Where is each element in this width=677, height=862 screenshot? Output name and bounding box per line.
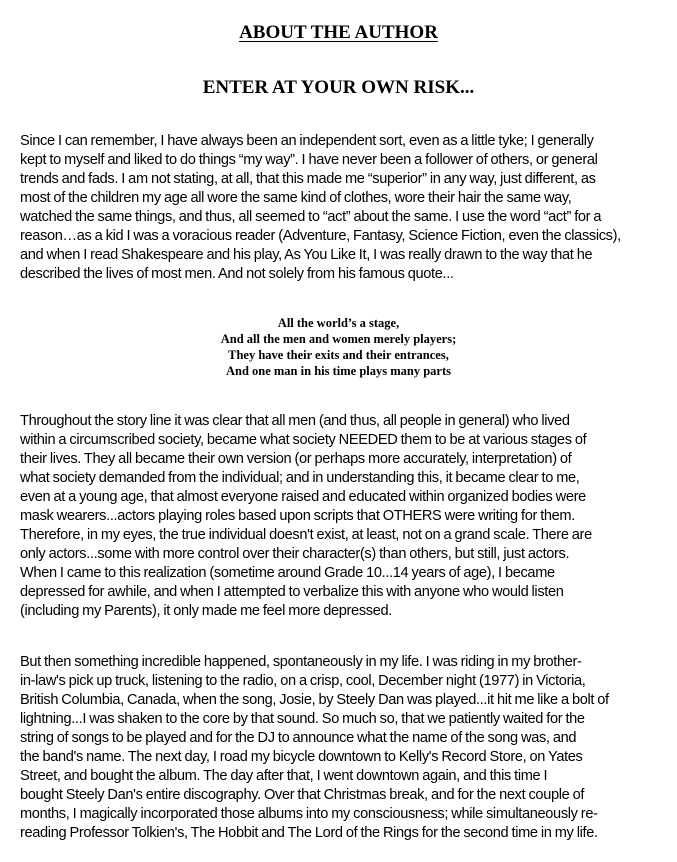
text-line: mask wearers...actors playing roles based upon scripts that OTHERS were writing for them. <box>20 508 575 524</box>
text-line: kept to myself and liked to do things “my way”. I have never been a follower of others, or general <box>20 152 598 168</box>
text-line: trends and fads. I am not stating, at all, that this made me “superior” in any way, just different, as <box>20 171 596 187</box>
text-line: reading Professor Tolkien's, The Hobbit and The Lord of the Rings for the second time in my life. <box>20 825 598 841</box>
shakespeare-quote <box>0 315 677 379</box>
paragraph-steely-dan <box>20 653 660 843</box>
paragraph-intro <box>20 132 660 284</box>
page-title: ABOUT THE AUTHOR <box>239 22 438 43</box>
text-line: depressed for awhile, and when I attempted to verbalize this with anyone who would listen <box>20 584 564 600</box>
text-line: string of songs to be played and for the DJ to announce what the name of the song was, and <box>20 730 577 746</box>
text-line: within a circumscribed society, became what society NEEDED them to be at various stages of <box>20 432 587 448</box>
text-line: But then something incredible happened, spontaneously in my life. I was riding in my brother- <box>20 654 582 670</box>
quote-line: All the world’s a stage, <box>277 316 400 330</box>
text-line: lightning...I was shaken to the core by that sound. So much so, that we patiently waited for the <box>20 711 585 727</box>
text-line: Therefore, in my eyes, the true individual doesn't exist, at least, not on a grand scale. There are <box>20 527 592 543</box>
text-line: Street, and bought the album. The day after that, I went downtown again, and this time I <box>20 768 548 784</box>
quote-line: They have their exits and their entrances, <box>228 348 449 362</box>
text-line: what society demanded from the individual; and in understanding this, it became clear to me, <box>20 470 580 486</box>
text-line: watched the same things, and thus, all seemed to “act” about the same. I use the word “act” for a <box>20 209 602 225</box>
paragraph-society <box>20 412 660 621</box>
text-line: British Columbia, Canada, when the song, Josie, by Steely Dan was played...it hit me like a bolt of <box>20 692 609 708</box>
text-line: reason…as a kid I was a voracious reader (Adventure, Fantasy, Science Fiction, even the classics), <box>20 228 621 244</box>
text-line: (including my Parents), it only made me feel more depressed. <box>20 603 392 619</box>
quote-line: And one man in his time plays many parts <box>225 364 452 378</box>
text-line: months, I magically incorporated those albums into my consciousness; while simultaneously re- <box>20 806 598 822</box>
text-line: even at a young age, that almost everyone raised and educated within organized bodies were <box>20 489 586 505</box>
quote-line: And all the men and women merely players; <box>220 332 457 346</box>
text-line: most of the children my age all wore the same kind of clothes, wore their hair the same way, <box>20 190 572 206</box>
text-line: When I came to this realization (sometime around Grade 10...14 years of age), I became <box>20 565 555 581</box>
text-line: described the lives of most men. And not solely from his famous quote... <box>20 266 454 282</box>
text-line: their lives. They all became their own version (or perhaps more accurately, interpretation) of <box>20 451 572 467</box>
text-line: the band's name. The next day, I road my bicycle downtown to Kelly's Record Store, on Yates <box>20 749 583 765</box>
text-line: in-law's pick up truck, listening to the radio, on a crisp, cool, December night (1977) in Victoria, <box>20 673 586 689</box>
text-line: Throughout the story line it was clear that all men (and thus, all people in general) who lived <box>20 413 570 429</box>
text-line: Since I can remember, I have always been an independent sort, even as a little tyke; I generally <box>20 133 594 149</box>
page-subtitle: ENTER AT YOUR OWN RISK... <box>202 77 475 98</box>
text-line: only actors...some with more control over their character(s) than others, but still, just actors. <box>20 546 570 562</box>
text-line: and when I read Shakespeare and his play, As You Like It, I was really drawn to the way that he <box>20 247 593 263</box>
text-line: bought Steely Dan's entire discography. Over that Christmas break, and for the next couple of <box>20 787 585 803</box>
